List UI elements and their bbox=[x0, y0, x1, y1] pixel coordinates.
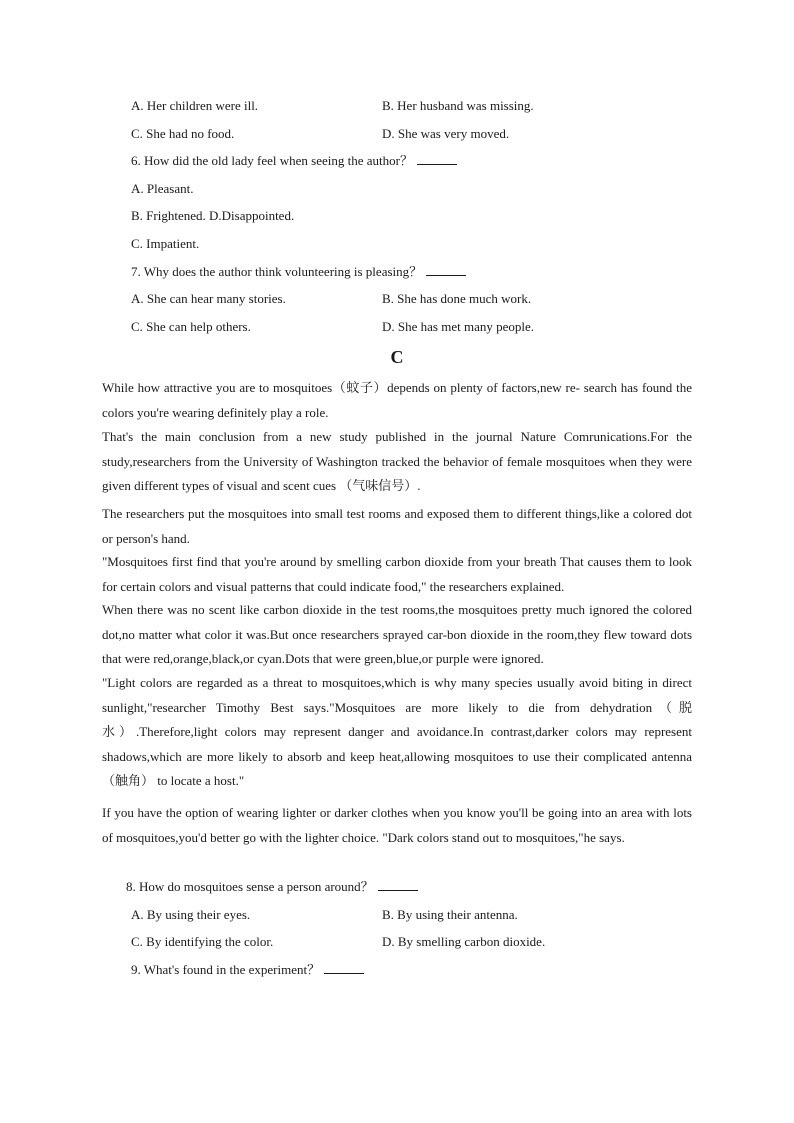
q5-option-d: D. She was very moved. bbox=[382, 126, 510, 141]
passage-paragraph-6: "Light colors are regarded as a threat to mosquitoes,which is why many species usually avoid biting in direct sunlight,"researcher Timothy Best says."Mosquitoes are more likely to die from dehydration（脱水）.Therefore,light colors may represent danger and avoidance.In contrast,darker colors may represent shadows,which are more likely to absorb and keep heat,allowing mosquitoes to use their complicated antenna （触角） to locate a host." bbox=[102, 675, 692, 788]
passage-paragraph-2: That's the main conclusion from a new study published in the journal Nature Comrunications.For the study,researchers from the University of Washington tracked the behavior of female mosquitoes when they were given different types of visual and scent cues （气味信号）. bbox=[102, 429, 692, 493]
q8-answer-blank[interactable] bbox=[378, 879, 418, 891]
q7-option-c: C. She can help others. bbox=[131, 319, 251, 334]
passage-paragraph-7: If you have the option of wearing lighter or darker clothes when you know you'll be going into an area with lots of mosquitoes,you'd better go with the lighter choice. "Dark colors stand out to mosquitoes,"he says. bbox=[102, 805, 692, 845]
q7-question bbox=[131, 264, 466, 280]
passage-paragraph-4: "Mosquitoes first find that you're around by smelling carbon dioxide from your breath That causes them to look for certain colors and visual patterns that could indicate food," the researchers explained. bbox=[102, 554, 692, 594]
q8-option-a: A. By using their eyes. bbox=[131, 907, 251, 922]
q7-option-d: D. She has met many people. bbox=[382, 319, 534, 334]
q6-option-b: B. Frightened. D.Disappointed. bbox=[131, 208, 295, 223]
passage-paragraph-1: While how attractive you are to mosquitoes（蚊子）depends on plenty of factors,new re- search has found the colors you're wearing definitely play a role. bbox=[102, 380, 692, 420]
q5-option-b: B. Her husband was missing. bbox=[382, 98, 534, 113]
q7-question-text: 7. Why does the author think volunteering is pleasing？ bbox=[131, 264, 423, 279]
q9-answer-blank[interactable] bbox=[324, 962, 364, 974]
q8-option-b: B. By using their antenna. bbox=[382, 907, 518, 922]
passage-paragraph-3: The researchers put the mosquitoes into small test rooms and exposed them to different things,like a colored dot or person's hand. bbox=[102, 506, 692, 546]
q5-option-a: A. Her children were ill. bbox=[131, 98, 259, 113]
q8-question bbox=[126, 879, 418, 895]
q5-option-c: C. She had no food. bbox=[131, 126, 235, 141]
q8-question-text: 8. How do mosquitoes sense a person around？ bbox=[126, 879, 374, 894]
q7-option-a: A. She can hear many stories. bbox=[131, 291, 286, 306]
q6-question bbox=[131, 153, 457, 169]
q6-option-a: A. Pleasant. bbox=[131, 181, 194, 196]
section-heading: C bbox=[390, 347, 404, 367]
q8-option-d: D. By smelling carbon dioxide. bbox=[382, 934, 546, 949]
q9-question bbox=[131, 962, 364, 978]
q7-answer-blank[interactable] bbox=[426, 264, 466, 276]
q9-question-text: 9. What's found in the experiment？ bbox=[131, 962, 321, 977]
q7-option-b: B. She has done much work. bbox=[382, 291, 532, 306]
q6-answer-blank[interactable] bbox=[417, 153, 457, 165]
q8-option-c: C. By identifying the color. bbox=[131, 934, 274, 949]
q6-question-text: 6. How did the old lady feel when seeing the author？ bbox=[131, 153, 413, 168]
q6-option-c: C. Impatient. bbox=[131, 236, 200, 251]
passage-paragraph-5: When there was no scent like carbon dioxide in the test rooms,the mosquitoes pretty much ignored the colored dot,no matter what color it was.But once researchers sprayed car-bon dioxide in the room,they flew toward dots that were red,orange,black,or cyan.Dots that were green,blue,or purple were ignored. bbox=[102, 602, 692, 666]
